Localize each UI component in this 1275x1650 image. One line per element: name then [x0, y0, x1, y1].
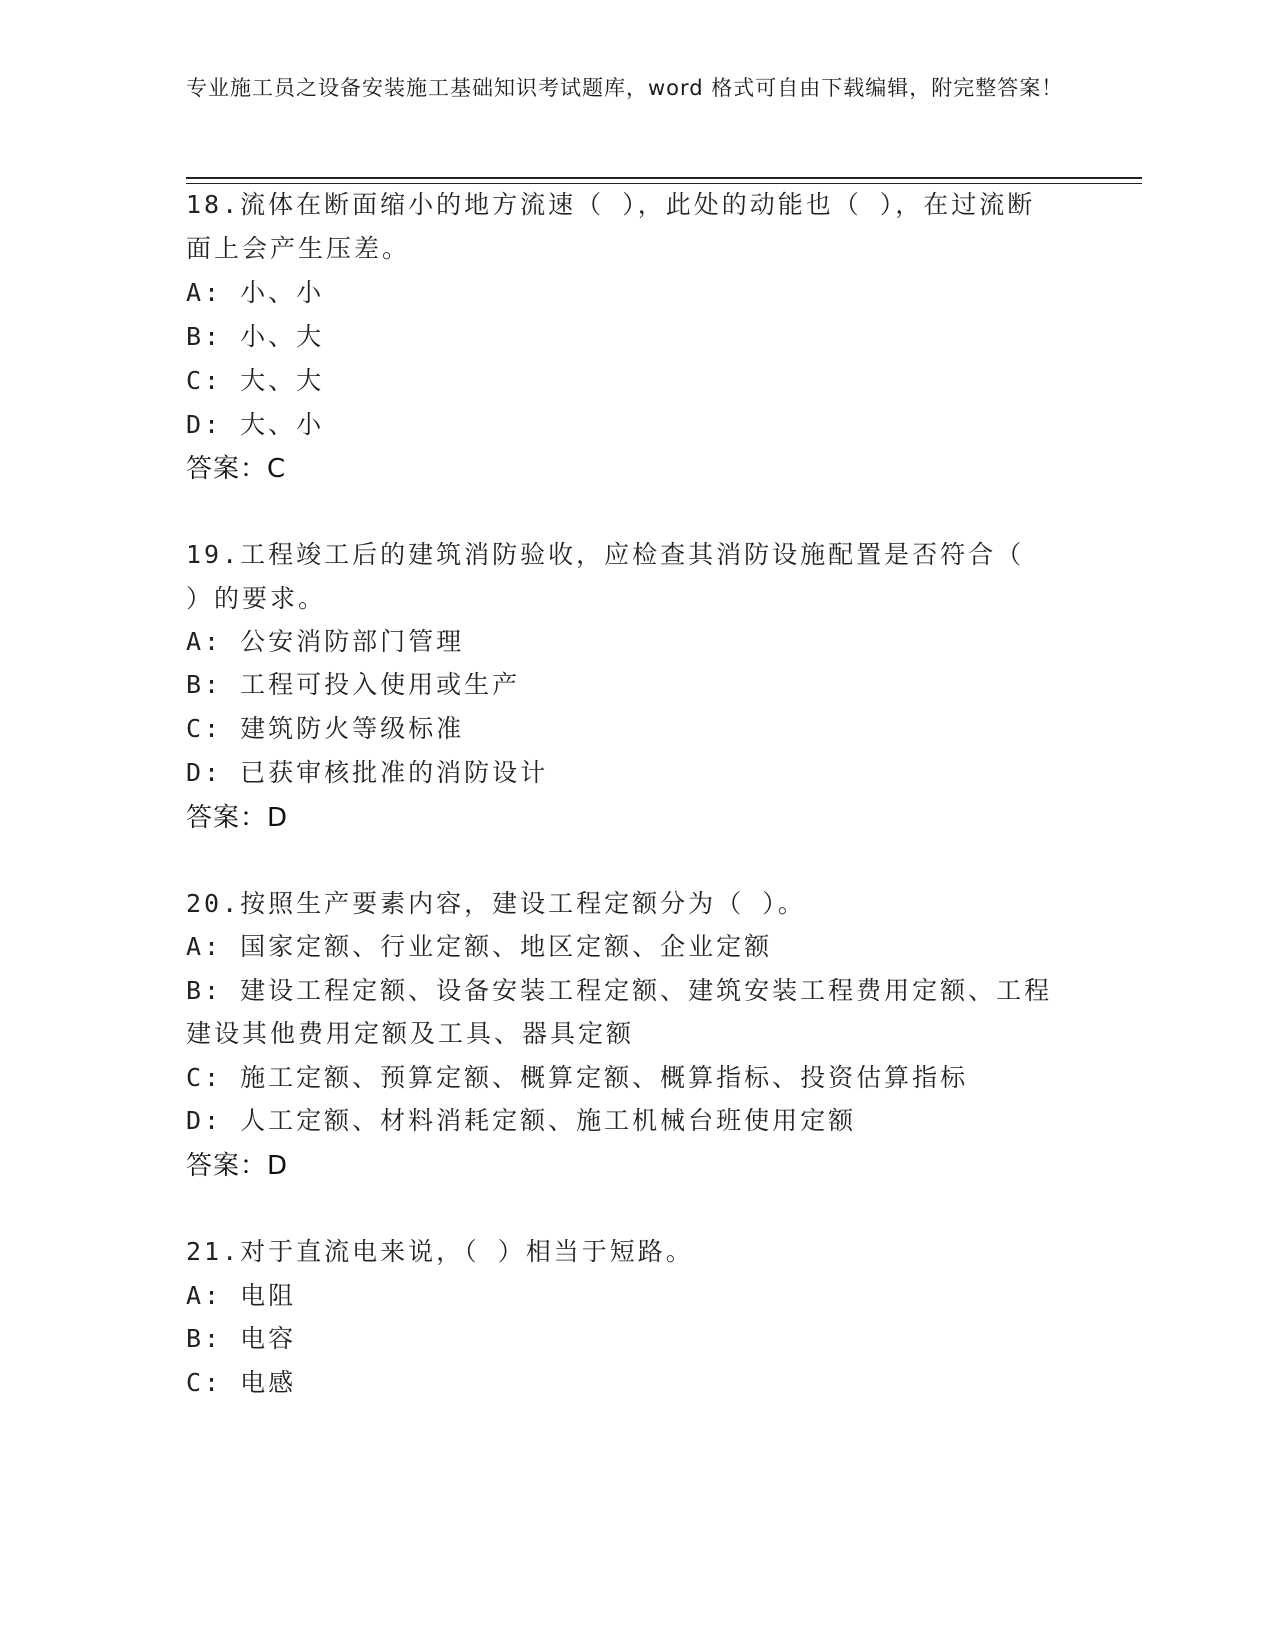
question-20-option-a: A: 国家定额、行业定额、地区定额、企业定额 [186, 932, 773, 961]
document-header: 专业施工员之设备安装施工基础知识考试题库，word 格式可自由下载编辑，附完整答案！ [186, 76, 1064, 100]
question-18-answer: 答案：C [186, 454, 287, 484]
question-20-option-b-continued: 建设其他费用定额及工具、器具定额 [186, 1019, 635, 1048]
question-20-line-1: 20.按照生产要素内容，建设工程定额分为（ ）。 [186, 889, 806, 918]
header-rule-thin [186, 183, 1142, 184]
question-21-line-1: 21.对于直流电来说，（ ）相当于短路。 [186, 1237, 694, 1266]
question-20-option-c: C: 施工定额、预算定额、概算定额、概算指标、投资估算指标 [186, 1063, 969, 1092]
question-20-option-d: D: 人工定额、材料消耗定额、施工机械台班使用定额 [186, 1106, 857, 1135]
question-21-option-b: B: 电容 [186, 1324, 297, 1353]
question-19-option-b: B: 工程可投入使用或生产 [186, 670, 521, 699]
question-21-option-c: C: 电感 [186, 1368, 297, 1397]
question-19-line-1: 19.工程竣工后的建筑消防验收，应检查其消防设施配置是否符合（ [186, 540, 1025, 569]
header-rule-thick [186, 177, 1142, 179]
question-18-option-d: D: 大、小 [186, 410, 325, 439]
question-19-option-d: D: 已获审核批准的消防设计 [186, 758, 549, 787]
question-18-line-2: 面上会产生压差。 [186, 234, 411, 263]
question-19-option-a: A: 公安消防部门管理 [186, 627, 465, 656]
question-19-line-2: ）的要求。 [186, 584, 327, 613]
question-20-option-b: B: 建设工程定额、设备安装工程定额、建筑安装工程费用定额、工程 [186, 976, 1053, 1005]
question-19-option-c: C: 建筑防火等级标准 [186, 714, 465, 743]
question-21-option-a: A: 电阻 [186, 1281, 297, 1310]
question-19-answer: 答案：D [186, 803, 289, 833]
question-20-answer: 答案：D [186, 1151, 289, 1181]
question-18-option-c: C: 大、大 [186, 366, 325, 395]
question-18-option-b: B: 小、大 [186, 322, 325, 351]
question-18-line-1: 18.流体在断面缩小的地方流速（ ），此处的动能也（ ），在过流断 [186, 190, 1036, 219]
question-18-option-a: A: 小、小 [186, 278, 325, 307]
